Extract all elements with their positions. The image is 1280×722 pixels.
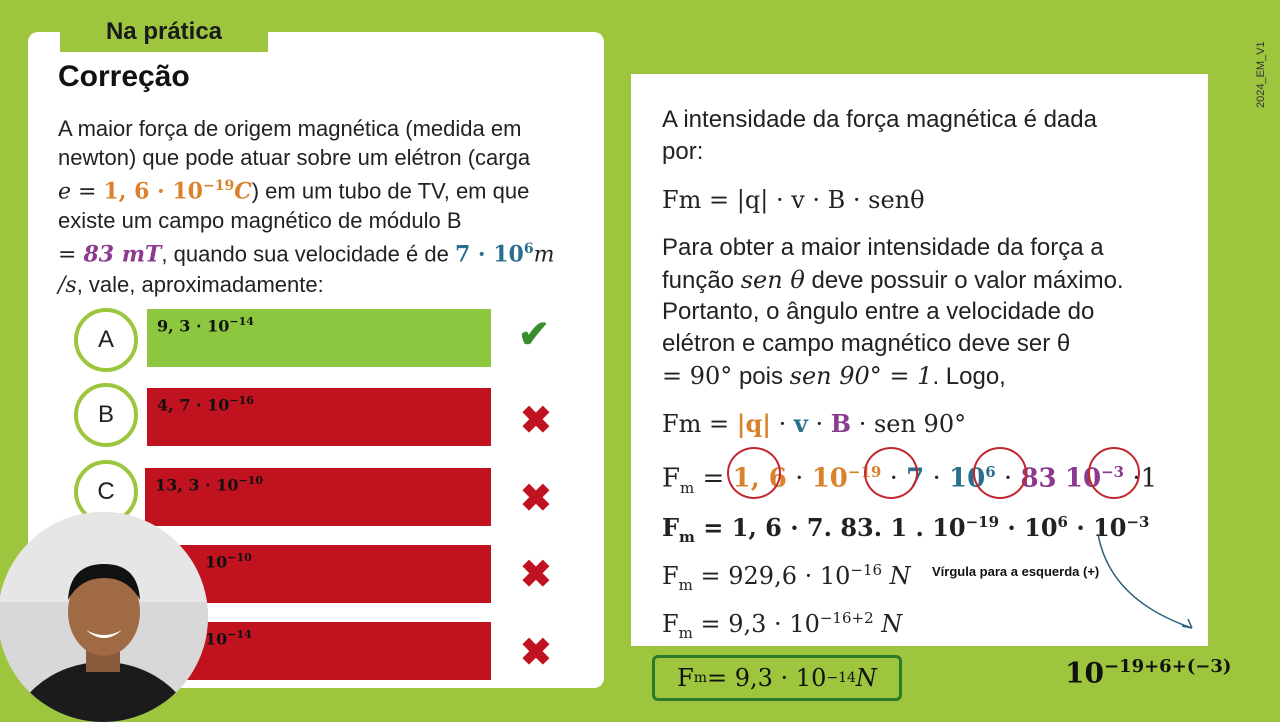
option-c-letter: C — [97, 478, 115, 505]
exponent-note-base: 10 — [1065, 656, 1104, 690]
check-icon: ✔ — [518, 314, 550, 356]
question-line-2: newton) que pode atuar sobre um elétron (carga — [58, 145, 531, 170]
p2b: sen θ — [740, 266, 805, 294]
question-line-6-rest: , vale, aproximadamente: — [76, 271, 324, 297]
cross-icon: ✖ — [520, 478, 552, 520]
step1-ve: 10 — [949, 463, 986, 494]
f2-pre: Fm = — [662, 410, 737, 438]
page-title: Correção — [58, 60, 190, 93]
option-e-base: 10 — [205, 629, 228, 649]
step3-lead: F — [662, 562, 679, 590]
velocity-exponent: 6 — [523, 241, 534, 258]
step1-eq: = — [694, 463, 733, 494]
step2-t2: · 10 — [999, 513, 1058, 542]
f2-b: B — [830, 409, 852, 438]
option-a-circle[interactable] — [74, 308, 138, 372]
paragraph-line-4: elétron e campo magnético deve ser θ — [662, 330, 1071, 357]
p2c: deve possuir o valor máximo. — [804, 267, 1124, 294]
section-tag-label: Na prática — [105, 18, 223, 45]
step2-sub: m — [679, 527, 695, 546]
step4-sub: m — [678, 623, 693, 642]
option-b-circle[interactable] — [74, 383, 138, 447]
option-e-exp: −14 — [227, 628, 252, 641]
f2-q: |q| — [736, 409, 772, 438]
velocity-value: 7 · 10 — [454, 241, 524, 268]
answer-exp: −14 — [826, 670, 856, 686]
question-line-5 — [58, 235, 588, 269]
paragraph-line-3: Portanto, o ângulo entre a velocidade do — [662, 298, 1095, 325]
paragraph-line-1: Para obter a maior intensidade da força a — [662, 234, 1104, 261]
side-label: 2024_EM_V1 — [1255, 41, 1267, 108]
exponent-note-exp: −19+6+(−3) — [1103, 656, 1232, 677]
formula-line: Fm = |q| · v · B · senθ — [662, 186, 925, 214]
question-line-3 — [58, 172, 588, 206]
answer-sub: m — [693, 670, 708, 686]
question-line-3-rest: ) em um tubo de TV, em que — [251, 178, 530, 204]
intro-line-1: A intensidade da força magnética é dada — [662, 106, 1097, 133]
option-c-exp: −10 — [238, 474, 264, 487]
cross-icon: ✖ — [520, 632, 552, 674]
step2-e1: −19 — [965, 513, 1000, 531]
step3-sub: m — [678, 575, 693, 594]
field-eq: = — [58, 242, 84, 268]
field-value: 83 mT — [83, 241, 162, 268]
option-d-exp: −10 — [227, 551, 252, 564]
step4-lead: F — [662, 610, 679, 638]
step3-unit: N — [882, 562, 911, 590]
step1-qe: 10 — [811, 463, 848, 494]
step2-lead: F — [662, 513, 680, 542]
charge-exponent: −19 — [202, 178, 235, 194]
option-d-base: 10 — [205, 552, 228, 572]
step1-sub: m — [680, 478, 695, 497]
option-b-letter: B — [97, 401, 114, 428]
exponent-note — [1065, 656, 1231, 689]
step2-text: = 1, 6 · 7. 83. 1 . 10 — [694, 513, 966, 542]
step1-be-exp: −3 — [1101, 463, 1125, 481]
comma-note: Vírgula para a esquerda (+) — [932, 564, 1100, 579]
step1-ve-exp: 6 — [985, 463, 996, 481]
f2-v: v — [793, 409, 808, 438]
highlight-circle — [864, 447, 918, 499]
option-a-letter: A — [97, 326, 114, 353]
highlight-circle — [727, 447, 781, 499]
step-1: $F_m = 1$, $6 \cdot 10^{-19} \cdot 7 \cdot 10^6 \cdot 83$ $10^{-3} \cdot 1$ — [662, 463, 1158, 497]
step1-qe-exp: −19 — [847, 463, 882, 481]
step2-e3: −3 — [1126, 513, 1150, 531]
highlight-circle — [973, 447, 1027, 499]
step1-one: 1 — [1140, 463, 1158, 494]
option-b-bar[interactable] — [147, 388, 491, 446]
velocity-unit: m — [533, 242, 555, 268]
arrow-icon — [1090, 530, 1200, 640]
question-text — [58, 114, 588, 300]
step4-unit: N — [873, 610, 903, 638]
answer-unit: N — [855, 664, 877, 692]
option-c-bar[interactable] — [145, 468, 491, 526]
step3-text: = 929,6 · 10 — [692, 562, 851, 590]
cross-icon: ✖ — [520, 554, 552, 596]
answer-text: = 9,3 · 10 — [707, 664, 827, 692]
webcam-overlay — [0, 512, 208, 722]
p2a: função — [662, 267, 741, 294]
answer-lead: F — [677, 664, 694, 692]
step4-text: = 9,3 · 10 — [692, 610, 820, 638]
option-b-exp: −16 — [229, 394, 254, 407]
p5c: sen 90° = 1 — [789, 362, 933, 390]
option-a-exp: −14 — [229, 315, 254, 328]
paragraph-line-5 — [662, 360, 1192, 393]
highlight-circle — [1088, 447, 1140, 499]
p5a: = 90° — [662, 362, 733, 390]
question-line-1: A maior força de origem magnética (medida em — [58, 116, 522, 141]
f2-post: · sen 90° — [851, 410, 967, 438]
step4-exp: −16+2 — [819, 609, 874, 627]
final-answer-box — [652, 655, 902, 701]
question-line-4: existe um campo magnético de módulo B — [58, 208, 462, 234]
question-line-5-mid: , quando sua velocidade é de — [161, 241, 455, 267]
option-c-base: 13, 3 · 10 — [155, 475, 239, 495]
charge-var: e = — [58, 179, 104, 205]
step1-b: 83 — [1020, 463, 1057, 494]
step2-t3: · 10 — [1067, 513, 1127, 542]
step2-e2: 6 — [1057, 513, 1068, 531]
option-a-base: 9, 3 · 10 — [157, 316, 230, 336]
step1-q: 1, 6 — [732, 463, 787, 494]
option-a-bar[interactable] — [147, 309, 491, 367]
velocity-unit-denominator: /s — [58, 272, 77, 298]
section-tag — [60, 12, 268, 52]
p5d: . Logo, — [932, 363, 1006, 390]
presenter-video-icon — [0, 512, 208, 722]
step1-lead: F — [662, 463, 681, 494]
cross-icon: ✖ — [520, 400, 552, 442]
charge-value: 1, 6 · 10 — [103, 178, 203, 205]
step1-be: 10 — [1064, 463, 1102, 494]
charge-unit: C — [234, 178, 252, 205]
option-b-base: 4, 7 · 10 — [157, 395, 230, 415]
question-line-6 — [58, 270, 588, 300]
formula-colored: Fm = |q| · v · B · sen 90° — [662, 409, 967, 438]
step3-exp: −16 — [850, 561, 883, 579]
paragraph-line-2 — [662, 264, 1192, 297]
step1-v: 7 — [906, 463, 925, 494]
p5b: pois — [732, 363, 790, 390]
intro-line-2: por: — [662, 138, 704, 165]
